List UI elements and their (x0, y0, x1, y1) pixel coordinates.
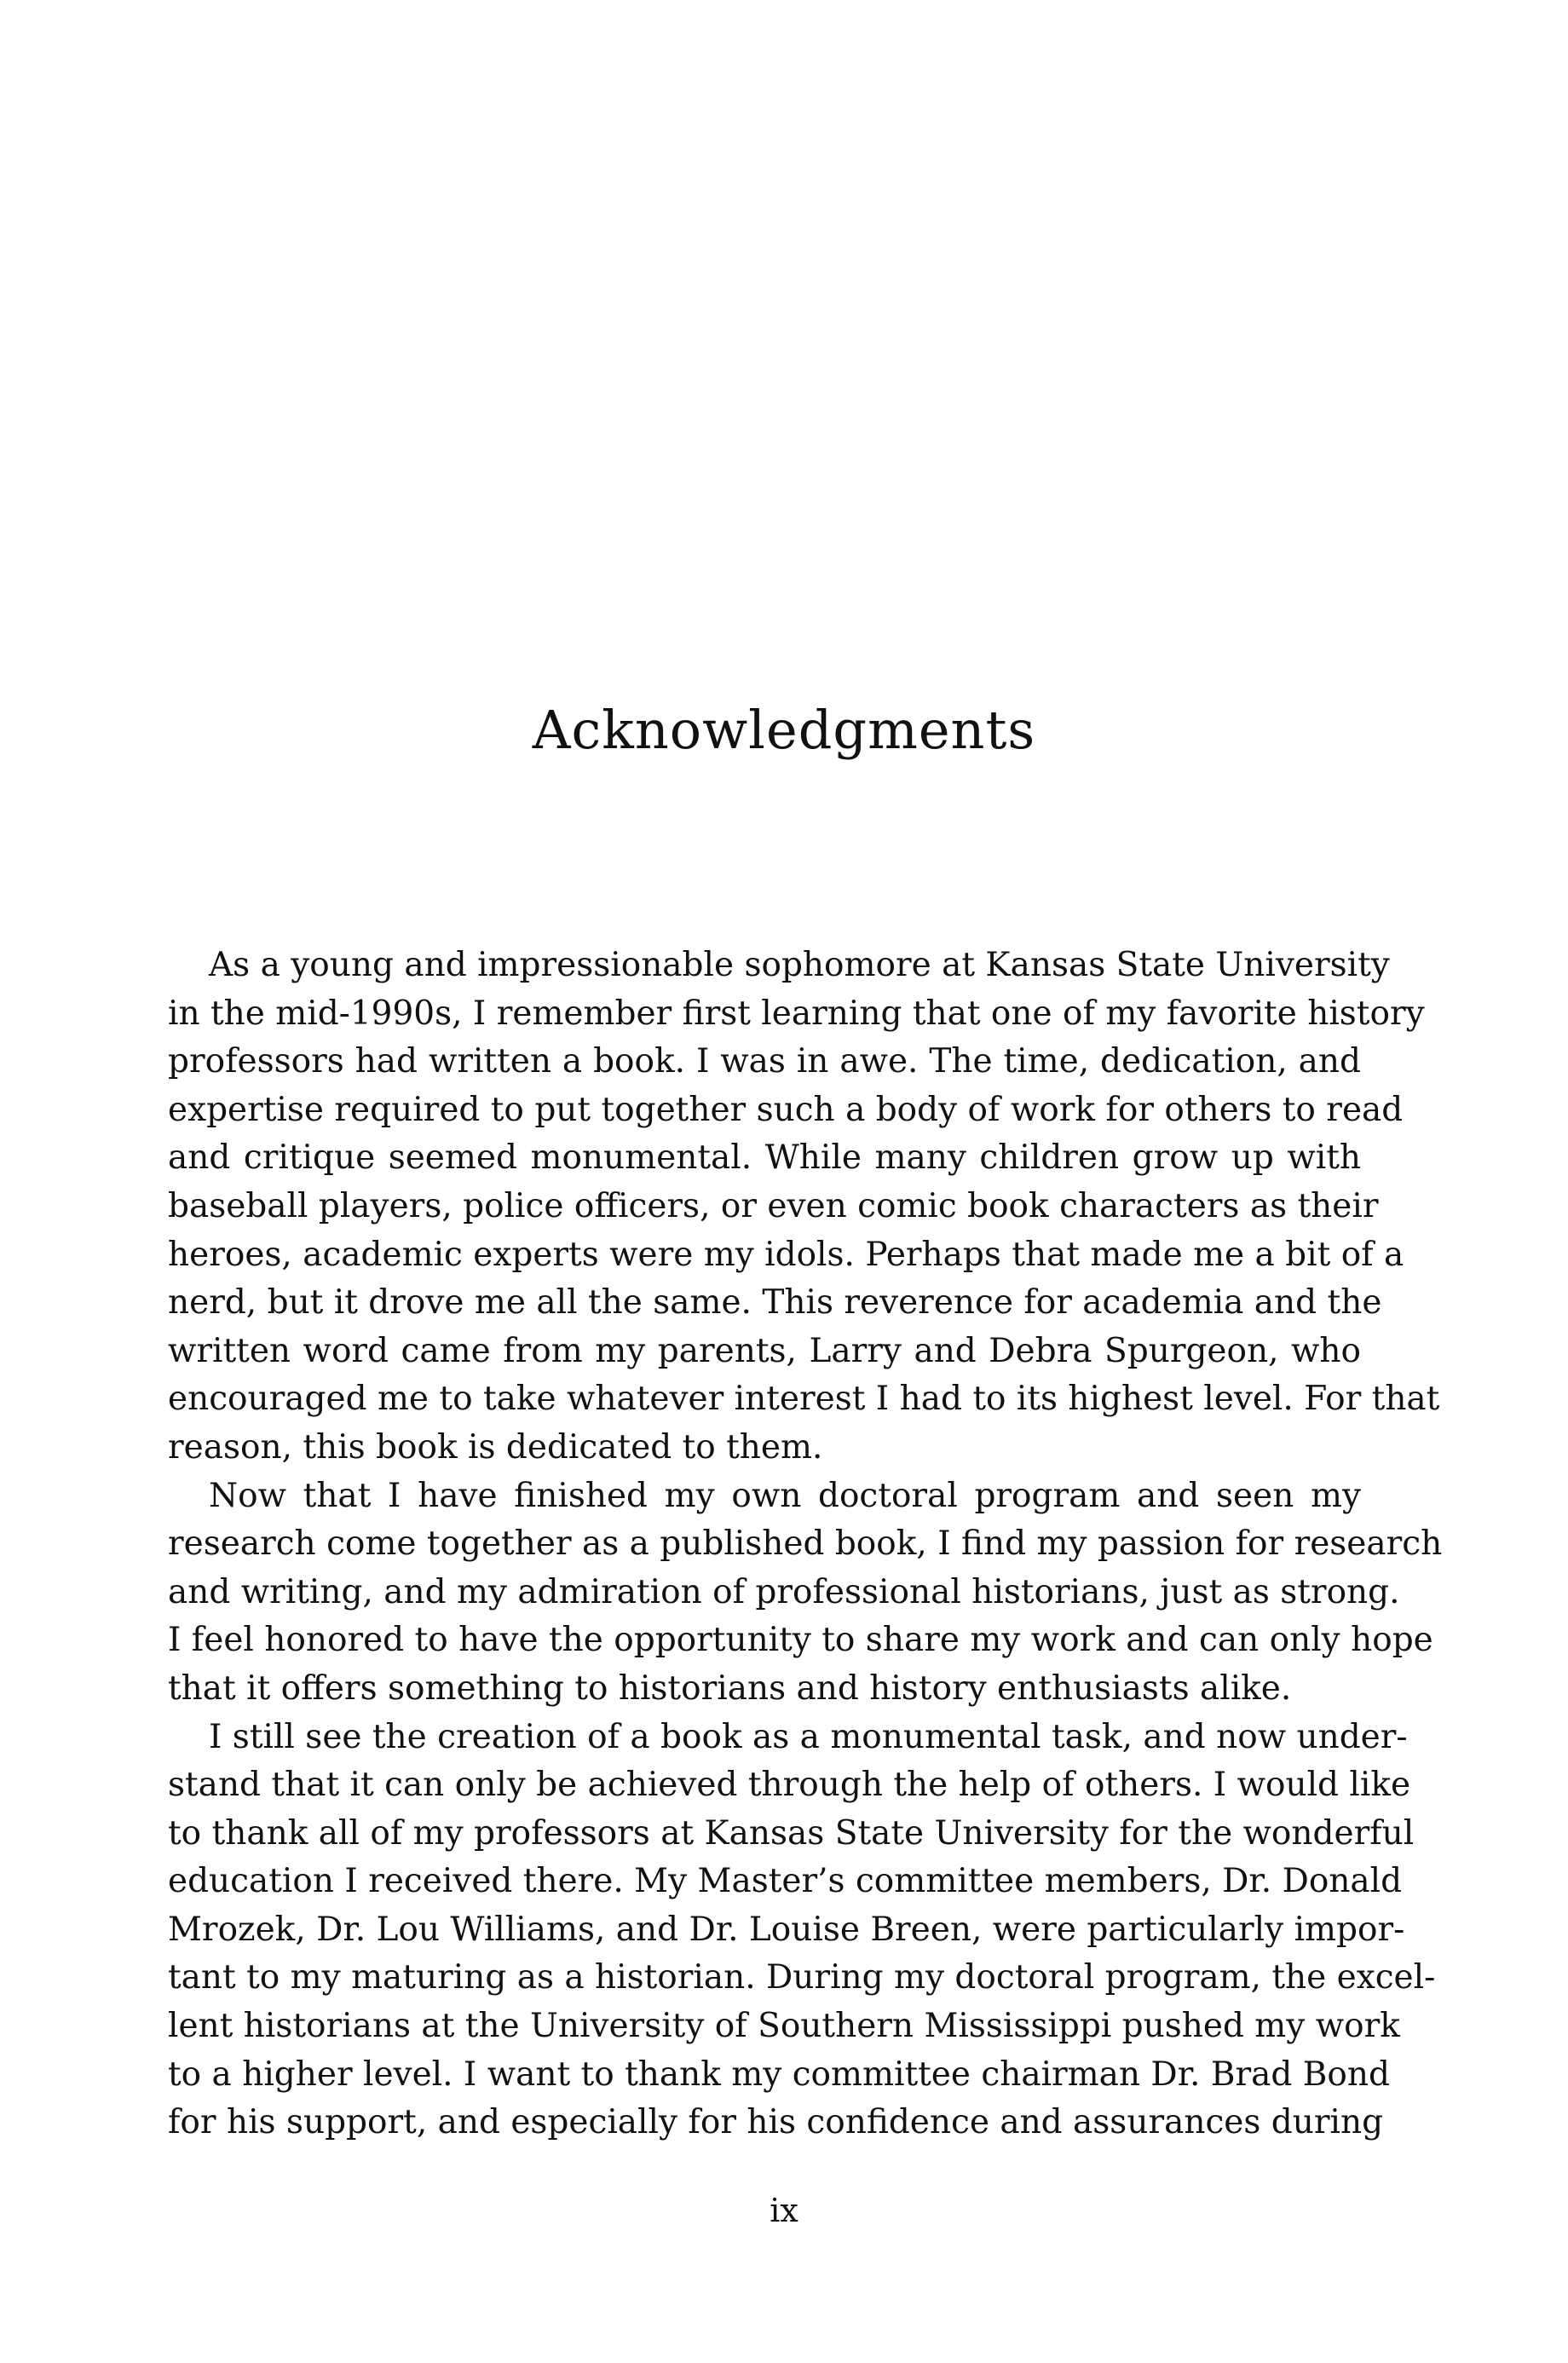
paragraph-3-line-6: tant to my maturing as a historian. During my doctoral program, the excel- (168, 1958, 1436, 1997)
paragraph-2-line-5: that it offers something to historians and history enthusiasts alike. (168, 1669, 1292, 1708)
paragraph-3-line-7: lent historians at the University of Southern Mississippi pushed my work (168, 2007, 1400, 2046)
paragraph-3-line-1: I still see the creation of a book as a monumental task, and now under- (209, 1717, 1408, 1756)
paragraph-3-line-2: stand that it can only be achieved through the help of others. I would like (168, 1766, 1411, 1805)
paragraph-1-line-9: written word came from my parents, Larry and Debra Spurgeon, who (168, 1331, 1361, 1370)
paragraph-1-line-11: reason, this book is dedicated to them. (168, 1427, 823, 1467)
paragraph-1-line-10: encouraged me to take whatever interest I had to its highest level. For that (168, 1380, 1440, 1419)
paragraph-1-line-6: baseball players, police officers, or even comic book characters as their (168, 1186, 1379, 1225)
paragraph-3-line-9: for his support, and especially for his confidence and assurances during (168, 2103, 1384, 2142)
paragraph-3-line-4: education I received there. My Master’s committee members, Dr. Donald (168, 1862, 1403, 1901)
chapter-title: Acknowledgments (532, 699, 1036, 761)
paragraph-1-line-1: As a young and impressionable sophomore at Kansas State University (209, 946, 1390, 984)
paragraph-2-line-2: research come together as a published book, I find my passion for research (168, 1524, 1443, 1564)
paragraph-2-line-4: I feel honored to have the opportunity to share my work and can only hope (168, 1621, 1433, 1660)
paragraph-3-line-3: to thank all of my professors at Kansas State University for the wonderful (168, 1813, 1415, 1853)
paragraph-1-line-3: professors had written a book. I was in awe. The time, dedication, and (168, 1042, 1361, 1081)
paragraph-1-line-2: in the mid-1990s, I remember first learning that one of my favorite history (168, 994, 1425, 1033)
paragraph-2-line-3: and writing, and my admiration of professional historians, just as strong. (168, 1572, 1400, 1611)
page-number: ix (770, 2192, 798, 2229)
paragraph-1-line-8: nerd, but it drove me all the same. This reverence for academia and the (168, 1283, 1382, 1323)
paragraph-3-line-8: to a higher level. I want to thank my committee chairman Dr. Brad Bond (168, 2055, 1390, 2094)
paragraph-1-line-7: heroes, academic experts were my idols. Perhaps that made me a bit of a (168, 1235, 1404, 1274)
paragraph-1-line-5: and critique seemed monumental. While many children grow up with (168, 1138, 1361, 1178)
paragraph-2-line-1: Now that I have finished my own doctoral program and seen my (209, 1476, 1361, 1515)
paragraph-1-line-4: expertise required to put together such a body of work for others to read (168, 1090, 1404, 1129)
paragraph-3-line-5: Mrozek, Dr. Lou Williams, and Dr. Louise Breen, were particularly impor- (168, 1910, 1405, 1949)
body-text (168, 942, 1443, 2147)
